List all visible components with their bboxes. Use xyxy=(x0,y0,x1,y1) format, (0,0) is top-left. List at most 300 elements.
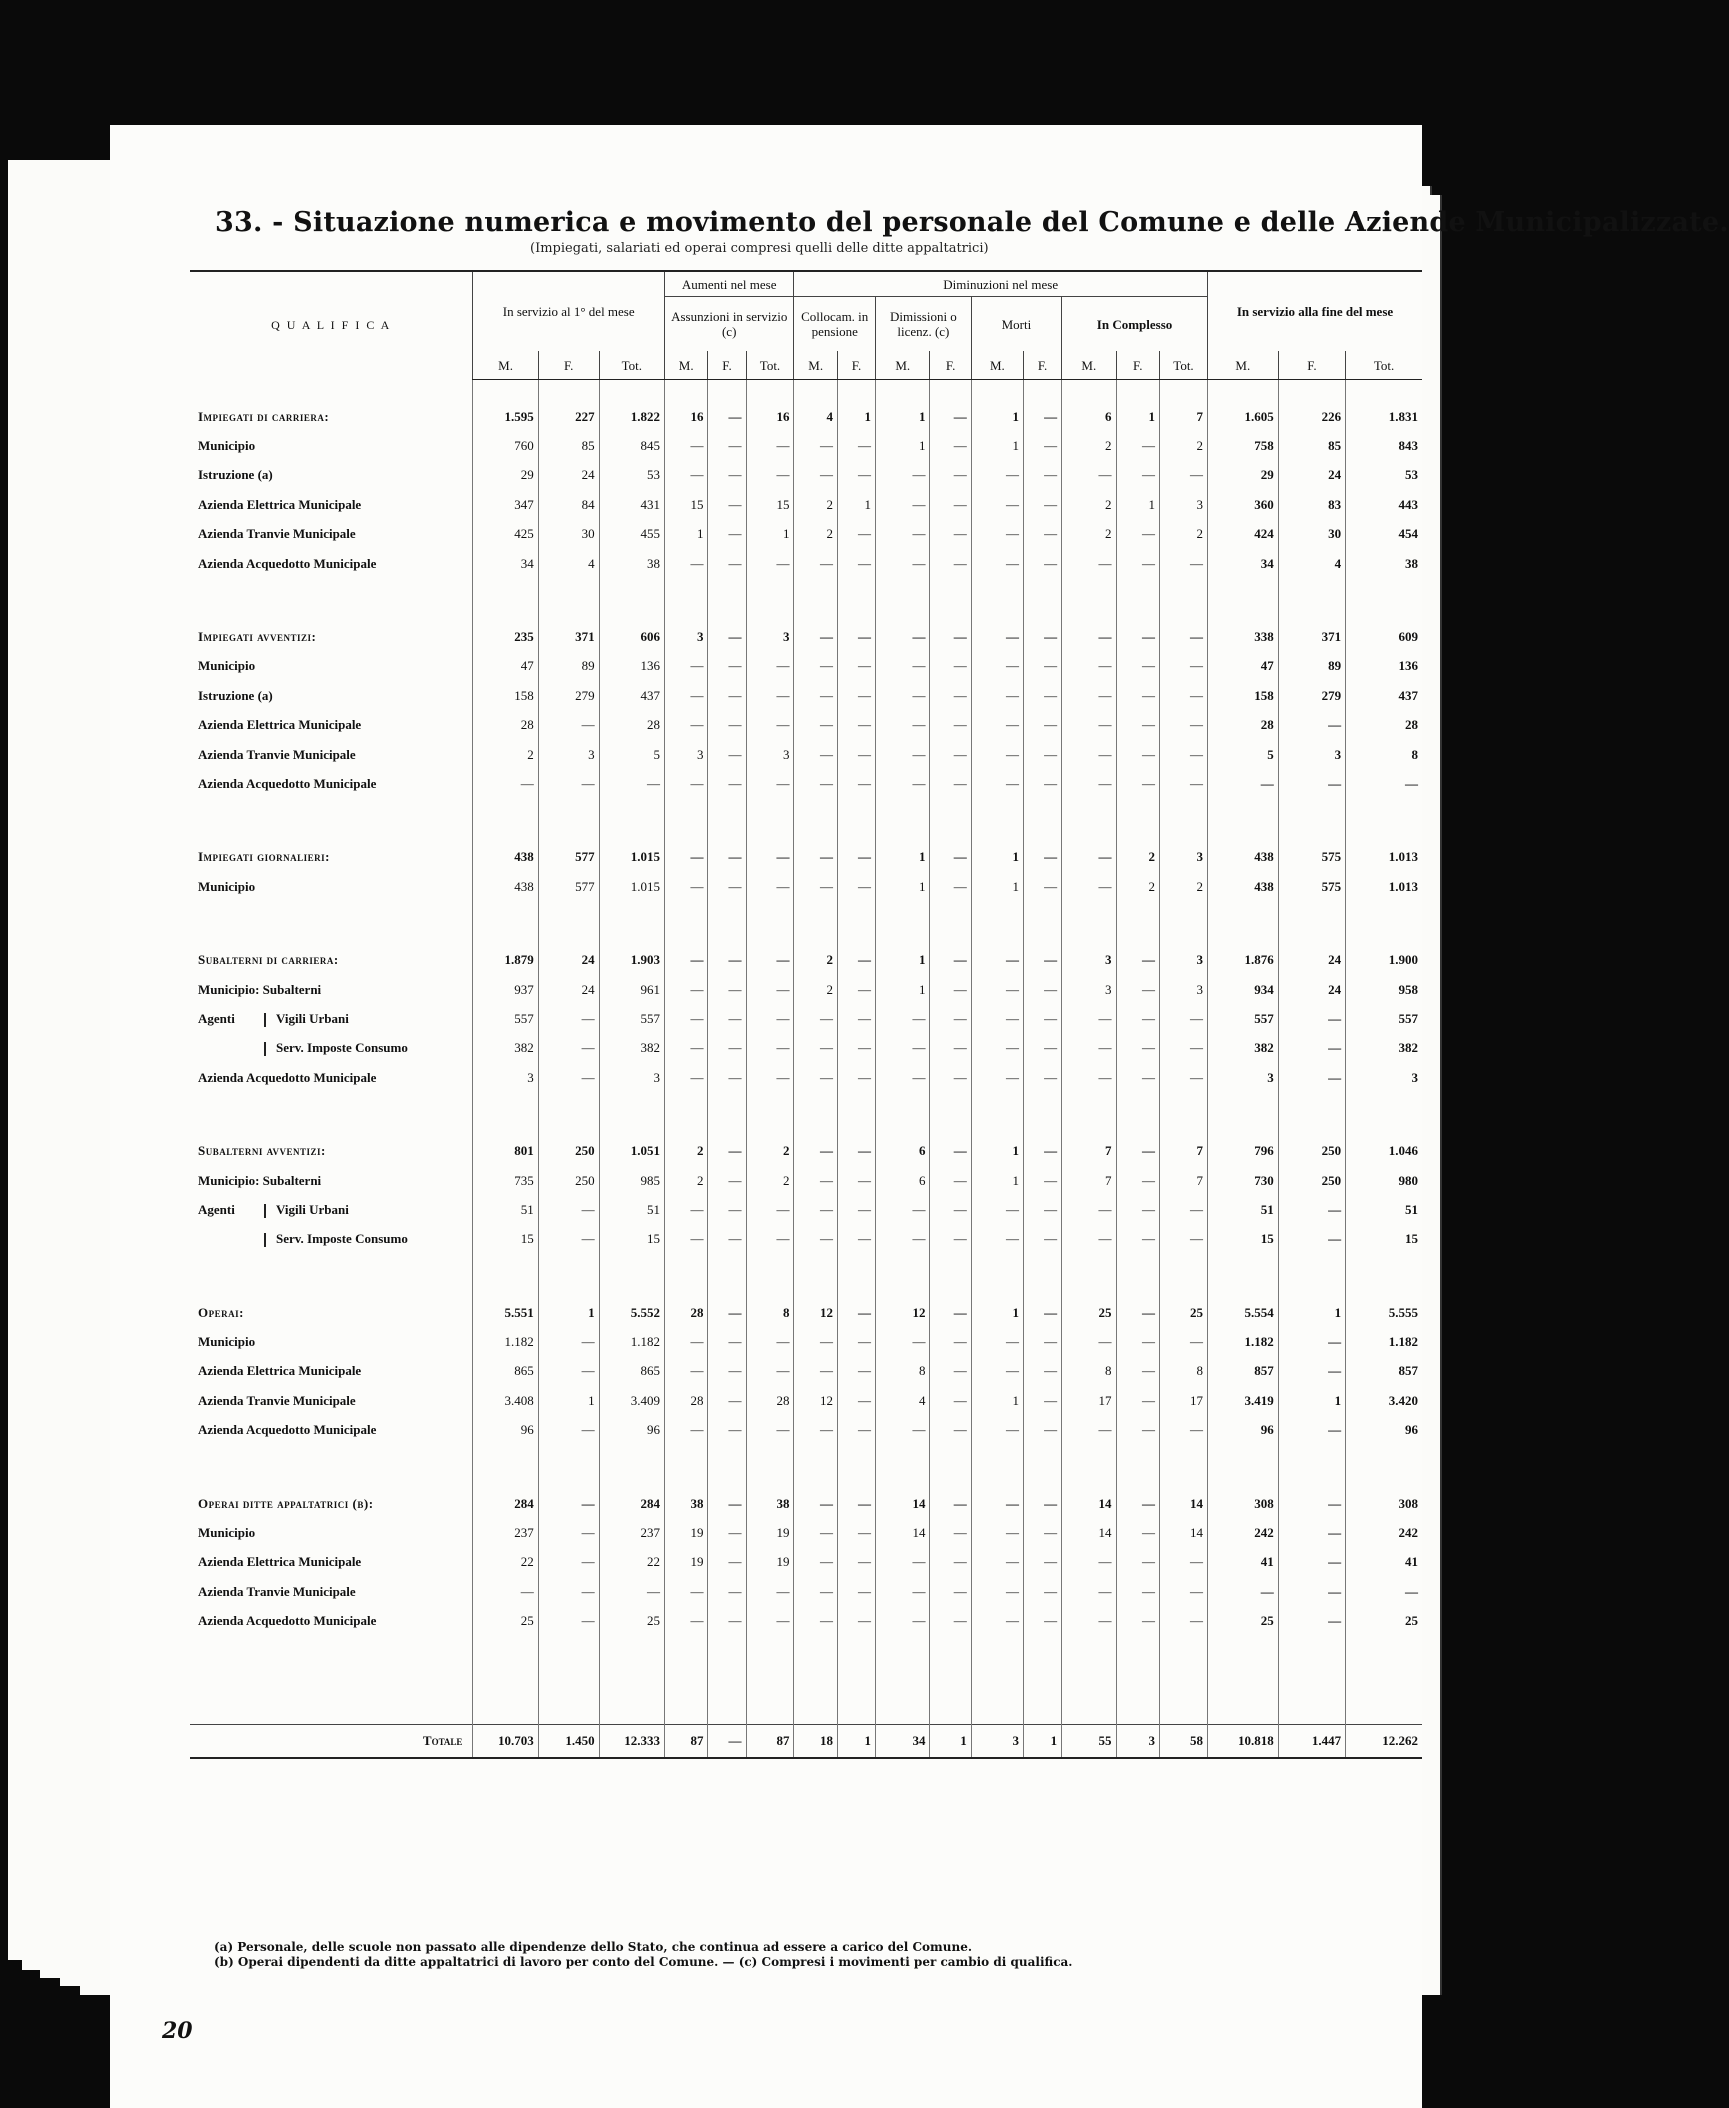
value-cell: — xyxy=(1024,1548,1062,1577)
value-cell: 1 xyxy=(876,975,930,1004)
value-cell: 22 xyxy=(599,1548,664,1577)
value-cell: — xyxy=(664,872,708,901)
value-cell: — xyxy=(708,622,746,651)
value-cell: — xyxy=(708,1518,746,1547)
spacer-cell xyxy=(1160,1445,1208,1489)
row-label: Azienda Tranvie Municipale xyxy=(198,1583,356,1599)
spacer-cell xyxy=(473,799,538,843)
value-cell: — xyxy=(1062,1004,1116,1033)
value-cell: 10.703 xyxy=(473,1724,538,1758)
value-cell: — xyxy=(746,681,794,710)
value-cell: — xyxy=(1116,520,1160,549)
spacer-cell xyxy=(1278,1254,1345,1298)
value-cell: 2 xyxy=(746,1136,794,1165)
value-cell: — xyxy=(930,1034,971,1063)
value-cell: 22 xyxy=(473,1548,538,1577)
value-cell: 28 xyxy=(1346,711,1422,740)
value-cell: — xyxy=(1062,1577,1116,1606)
value-cell: — xyxy=(794,1489,838,1518)
value-cell: — xyxy=(708,1724,746,1758)
spacer-cell xyxy=(971,1254,1023,1298)
value-cell: — xyxy=(746,1063,794,1092)
value-cell: — xyxy=(664,681,708,710)
value-cell: — xyxy=(664,945,708,974)
spacer-cell xyxy=(930,901,971,945)
table-row xyxy=(190,652,1422,681)
footnote-a: (a) Personale, delle scuole non passato alle dipendenze dello Stato, che continua ad essere a carico del Comune. xyxy=(214,1940,973,1954)
value-cell: 1 xyxy=(1278,1386,1345,1415)
value-cell: 980 xyxy=(1346,1166,1422,1195)
value-cell: 279 xyxy=(1278,681,1345,710)
value-cell: — xyxy=(708,1225,746,1254)
value-cell: — xyxy=(930,740,971,769)
value-cell: — xyxy=(794,549,838,578)
value-cell: — xyxy=(538,1195,599,1224)
value-cell: — xyxy=(708,549,746,578)
row-label: Azienda Acquedotto Municipale xyxy=(198,1613,377,1629)
value-cell: 24 xyxy=(538,975,599,1004)
value-cell: — xyxy=(708,490,746,519)
spacer-cell xyxy=(1160,578,1208,622)
value-cell: — xyxy=(1062,1195,1116,1224)
value-cell: — xyxy=(971,769,1023,798)
value-cell: — xyxy=(1116,711,1160,740)
value-cell: 758 xyxy=(1207,431,1278,460)
value-cell: 5.551 xyxy=(473,1298,538,1327)
value-cell: — xyxy=(1278,1327,1345,1356)
value-cell: 24 xyxy=(538,461,599,490)
row-label xyxy=(190,1195,473,1224)
value-cell: — xyxy=(876,711,930,740)
value-cell: — xyxy=(746,711,794,740)
value-cell: 6 xyxy=(1062,402,1116,431)
value-cell: 28 xyxy=(664,1386,708,1415)
value-cell: 4 xyxy=(794,402,838,431)
value-cell: 3 xyxy=(664,622,708,651)
value-cell: — xyxy=(664,1327,708,1356)
value-cell: 3 xyxy=(1207,1063,1278,1092)
value-cell: — xyxy=(930,1577,971,1606)
spacer-cell xyxy=(599,901,664,945)
value-cell: — xyxy=(971,622,1023,651)
value-cell: — xyxy=(1024,945,1062,974)
value-cell: 1 xyxy=(876,431,930,460)
value-cell: — xyxy=(746,1225,794,1254)
value-cell: — xyxy=(664,769,708,798)
value-cell: — xyxy=(1160,711,1208,740)
value-cell: 12 xyxy=(794,1386,838,1415)
value-cell: 3 xyxy=(1116,1724,1160,1758)
value-cell: — xyxy=(1024,843,1062,872)
table-row xyxy=(190,1327,1422,1356)
value-cell: 1 xyxy=(876,843,930,872)
spacer-cell xyxy=(1024,1680,1062,1725)
value-cell: — xyxy=(1116,1518,1160,1547)
spacer-cell xyxy=(1062,1254,1116,1298)
value-cell: — xyxy=(746,843,794,872)
value-cell: — xyxy=(1024,520,1062,549)
value-cell: 575 xyxy=(1278,843,1345,872)
value-cell: — xyxy=(971,1063,1023,1092)
value-cell: — xyxy=(794,1166,838,1195)
value-cell: 730 xyxy=(1207,1166,1278,1195)
value-cell: 6 xyxy=(876,1166,930,1195)
value-cell: — xyxy=(971,1416,1023,1445)
value-cell: 19 xyxy=(664,1548,708,1577)
value-cell: — xyxy=(971,1327,1023,1356)
value-cell: 1 xyxy=(930,1724,971,1758)
value-cell: — xyxy=(794,872,838,901)
spacer-cell xyxy=(1207,1636,1278,1680)
value-cell: 1.013 xyxy=(1346,872,1422,901)
value-cell: — xyxy=(971,740,1023,769)
value-cell: — xyxy=(746,1034,794,1063)
value-cell: — xyxy=(746,1357,794,1386)
spacer-cell xyxy=(473,1254,538,1298)
spacer-cell xyxy=(1160,1636,1208,1680)
value-cell: — xyxy=(837,1063,875,1092)
value-cell: 28 xyxy=(664,1298,708,1327)
row-label: Azienda Elettrica Municipale xyxy=(198,496,362,512)
spacer-cell xyxy=(1346,1254,1422,1298)
spacer-cell xyxy=(599,1636,664,1680)
value-cell: — xyxy=(794,1327,838,1356)
group-row xyxy=(190,402,1422,431)
value-cell: 985 xyxy=(599,1166,664,1195)
value-cell: 760 xyxy=(473,431,538,460)
value-cell: 424 xyxy=(1207,520,1278,549)
value-cell: 1.900 xyxy=(1346,945,1422,974)
value-cell: — xyxy=(837,740,875,769)
value-cell: — xyxy=(794,843,838,872)
value-cell: 250 xyxy=(1278,1136,1345,1165)
value-cell: — xyxy=(1278,1063,1345,1092)
value-cell: — xyxy=(971,945,1023,974)
subheader-m: M. xyxy=(664,351,708,380)
value-cell: — xyxy=(1024,490,1062,519)
value-cell: — xyxy=(1024,1136,1062,1165)
value-cell: 7 xyxy=(1062,1136,1116,1165)
value-cell: — xyxy=(538,1489,599,1518)
table-row xyxy=(190,681,1422,710)
value-cell: 237 xyxy=(599,1518,664,1547)
spacer-cell xyxy=(746,380,794,403)
spacer-cell xyxy=(876,901,930,945)
value-cell: — xyxy=(794,1136,838,1165)
value-cell: 1 xyxy=(971,1166,1023,1195)
spacer-cell xyxy=(708,1680,746,1725)
value-cell: 28 xyxy=(473,711,538,740)
value-cell: 2 xyxy=(1160,872,1208,901)
value-cell: 8 xyxy=(746,1298,794,1327)
value-cell: 1 xyxy=(1024,1724,1062,1758)
table-title: 33. - Situazione numerica e movimento del personale del Comune e delle Aziende Municipalizzate. xyxy=(215,207,1729,238)
value-cell: — xyxy=(837,1166,875,1195)
value-cell: 1 xyxy=(664,520,708,549)
value-cell: 557 xyxy=(1346,1004,1422,1033)
spacer-cell xyxy=(930,380,971,403)
value-cell: 7 xyxy=(1160,1136,1208,1165)
spacer-cell xyxy=(190,1680,473,1725)
value-cell: — xyxy=(837,945,875,974)
value-cell: 735 xyxy=(473,1166,538,1195)
spacer-cell xyxy=(599,1680,664,1725)
value-cell: — xyxy=(708,769,746,798)
value-cell: 3 xyxy=(599,1063,664,1092)
value-cell: — xyxy=(930,872,971,901)
row-label: Municipio: Subalterni xyxy=(198,981,322,997)
value-cell: 437 xyxy=(1346,681,1422,710)
value-cell: 19 xyxy=(746,1548,794,1577)
value-cell: 15 xyxy=(1207,1225,1278,1254)
value-cell: — xyxy=(794,769,838,798)
value-cell: — xyxy=(1024,1386,1062,1415)
spacer-cell xyxy=(746,901,794,945)
value-cell: — xyxy=(794,1357,838,1386)
brace-mark xyxy=(264,1204,276,1218)
value-cell: — xyxy=(876,490,930,519)
spacer-cell xyxy=(1346,1636,1422,1680)
value-cell: 438 xyxy=(473,872,538,901)
value-cell: — xyxy=(1024,1225,1062,1254)
value-cell: — xyxy=(930,1004,971,1033)
value-cell: — xyxy=(708,1577,746,1606)
value-cell: 87 xyxy=(746,1724,794,1758)
personnel-table xyxy=(190,270,1422,1759)
value-cell: 2 xyxy=(1116,843,1160,872)
value-cell: 34 xyxy=(876,1724,930,1758)
value-cell: — xyxy=(1278,711,1345,740)
spacer-cell xyxy=(1207,901,1278,945)
value-cell: 577 xyxy=(538,843,599,872)
value-cell: — xyxy=(794,711,838,740)
spacer-cell xyxy=(664,578,708,622)
value-cell: 284 xyxy=(473,1489,538,1518)
value-cell: 136 xyxy=(599,652,664,681)
value-cell: 3 xyxy=(664,740,708,769)
group-row xyxy=(190,1489,1422,1518)
row-label: Municipio: Subalterni xyxy=(198,1172,322,1188)
value-cell: — xyxy=(708,1607,746,1636)
spacer-cell xyxy=(1278,1092,1345,1136)
table-row xyxy=(190,1607,1422,1636)
value-cell: 3 xyxy=(1160,843,1208,872)
value-cell: 308 xyxy=(1346,1489,1422,1518)
value-cell: 38 xyxy=(664,1489,708,1518)
spacer-cell xyxy=(1207,1092,1278,1136)
value-cell: 1 xyxy=(538,1298,599,1327)
spacer-cell xyxy=(1278,380,1345,403)
value-cell: — xyxy=(930,1327,971,1356)
value-cell: 557 xyxy=(473,1004,538,1033)
subheader-f: F. xyxy=(708,351,746,380)
value-cell: 958 xyxy=(1346,975,1422,1004)
value-cell: 557 xyxy=(599,1004,664,1033)
agenti-label: Agenti xyxy=(198,1201,235,1217)
value-cell: 1 xyxy=(971,1298,1023,1327)
spacer-cell xyxy=(971,901,1023,945)
value-cell: — xyxy=(1346,769,1422,798)
value-cell: 14 xyxy=(876,1489,930,1518)
value-cell: — xyxy=(837,872,875,901)
value-cell: — xyxy=(930,769,971,798)
header-aumenti: Aumenti nel mese xyxy=(664,271,793,297)
value-cell: — xyxy=(1278,1607,1345,1636)
value-cell: — xyxy=(971,711,1023,740)
subheader-m: M. xyxy=(876,351,930,380)
value-cell: 83 xyxy=(1278,490,1345,519)
table-row xyxy=(190,1225,1422,1254)
subheader-f: F. xyxy=(1024,351,1062,380)
value-cell: 136 xyxy=(1346,652,1422,681)
value-cell: — xyxy=(837,1386,875,1415)
spacer-cell xyxy=(599,578,664,622)
value-cell: — xyxy=(664,431,708,460)
row-label: Azienda Acquedotto Municipale xyxy=(198,1069,377,1085)
value-cell: 934 xyxy=(1207,975,1278,1004)
spacer-cell xyxy=(1278,1680,1345,1725)
value-cell: 28 xyxy=(1207,711,1278,740)
spacer-cell xyxy=(794,1680,838,1725)
spacer-cell xyxy=(1278,901,1345,945)
spacer-cell xyxy=(190,1254,473,1298)
value-cell: 24 xyxy=(538,945,599,974)
value-cell: 284 xyxy=(599,1489,664,1518)
spacer-cell xyxy=(1207,1254,1278,1298)
value-cell: — xyxy=(1116,461,1160,490)
value-cell: 237 xyxy=(473,1518,538,1547)
spacer-cell xyxy=(664,799,708,843)
value-cell: — xyxy=(708,1136,746,1165)
value-cell: 38 xyxy=(1346,549,1422,578)
value-cell: 865 xyxy=(473,1357,538,1386)
value-cell: — xyxy=(746,769,794,798)
value-cell: 3 xyxy=(1062,975,1116,1004)
value-cell: — xyxy=(664,843,708,872)
value-cell: — xyxy=(876,1225,930,1254)
spacer-cell xyxy=(190,799,473,843)
value-cell: 25 xyxy=(473,1607,538,1636)
value-cell: 1 xyxy=(1116,490,1160,519)
spacer-cell xyxy=(876,380,930,403)
value-cell: — xyxy=(837,843,875,872)
value-cell: — xyxy=(1116,1327,1160,1356)
value-cell: — xyxy=(1116,1225,1160,1254)
value-cell: 1 xyxy=(837,490,875,519)
value-cell: — xyxy=(794,1416,838,1445)
value-cell: — xyxy=(930,431,971,460)
value-cell: 158 xyxy=(1207,681,1278,710)
spacer-cell xyxy=(599,1092,664,1136)
spacer-cell xyxy=(1116,901,1160,945)
value-cell: — xyxy=(930,1607,971,1636)
subheader-tot: Tot. xyxy=(746,351,794,380)
value-cell: 89 xyxy=(1278,652,1345,681)
value-cell: — xyxy=(930,945,971,974)
value-cell: 796 xyxy=(1207,1136,1278,1165)
value-cell: 51 xyxy=(599,1195,664,1224)
value-cell: 1.822 xyxy=(599,402,664,431)
value-cell: 443 xyxy=(1346,490,1422,519)
group-row xyxy=(190,945,1422,974)
value-cell: — xyxy=(1346,1577,1422,1606)
row-label: Azienda Tranvie Municipale xyxy=(198,526,356,542)
spacer-cell xyxy=(1062,1445,1116,1489)
value-cell: — xyxy=(971,1548,1023,1577)
value-cell: — xyxy=(1116,1298,1160,1327)
table-subtitle: (Impiegati, salariati ed operai compresi quelli delle ditte appaltatrici) xyxy=(530,241,989,256)
spacer-row xyxy=(190,578,1422,622)
value-cell: 28 xyxy=(746,1386,794,1415)
value-cell: — xyxy=(1160,740,1208,769)
value-cell: 7 xyxy=(1160,1166,1208,1195)
value-cell: 937 xyxy=(473,975,538,1004)
value-cell: 3 xyxy=(473,1063,538,1092)
value-cell: 53 xyxy=(599,461,664,490)
value-cell: 3 xyxy=(1160,490,1208,519)
value-cell: — xyxy=(708,1327,746,1356)
value-cell: — xyxy=(664,652,708,681)
value-cell: — xyxy=(930,843,971,872)
value-cell: 235 xyxy=(473,622,538,651)
spacer-cell xyxy=(930,799,971,843)
spacer-cell xyxy=(708,1092,746,1136)
subheader-f: F. xyxy=(837,351,875,380)
spacer-cell xyxy=(1062,901,1116,945)
spacer-cell xyxy=(1062,380,1116,403)
value-cell: — xyxy=(708,1063,746,1092)
value-cell: — xyxy=(971,1518,1023,1547)
page-number: 20 xyxy=(162,2018,193,2044)
value-cell: — xyxy=(708,431,746,460)
row-label: Impiegati avventizi: xyxy=(198,629,317,645)
value-cell: — xyxy=(971,1577,1023,1606)
row-label: Subalterni avventizi: xyxy=(198,1143,326,1159)
value-cell: 53 xyxy=(1346,461,1422,490)
value-cell: — xyxy=(930,1063,971,1092)
spacer-cell xyxy=(664,901,708,945)
footnote-b: (b) Operai dipendenti da ditte appaltatrici di lavoro per conto del Comune. — (c) Compresi i movimenti per cambio di qualifica. xyxy=(214,1955,1073,1969)
value-cell: — xyxy=(473,769,538,798)
value-cell: — xyxy=(930,1489,971,1518)
value-cell: — xyxy=(746,1607,794,1636)
spacer-cell xyxy=(1160,1254,1208,1298)
value-cell: — xyxy=(1160,1034,1208,1063)
spacer-cell xyxy=(190,1092,473,1136)
spacer-cell xyxy=(1116,1636,1160,1680)
value-cell: — xyxy=(746,1416,794,1445)
value-cell: — xyxy=(876,622,930,651)
value-cell: 1.182 xyxy=(473,1327,538,1356)
row-label: Azienda Elettrica Municipale xyxy=(198,1363,362,1379)
spacer-cell xyxy=(190,578,473,622)
value-cell: 2 xyxy=(1160,520,1208,549)
value-cell: 3 xyxy=(1346,1063,1422,1092)
value-cell: 8 xyxy=(876,1357,930,1386)
value-cell: — xyxy=(1160,622,1208,651)
value-cell: 51 xyxy=(1346,1195,1422,1224)
spacer-cell xyxy=(746,799,794,843)
table-row xyxy=(190,1004,1422,1033)
value-cell: — xyxy=(538,711,599,740)
value-cell: — xyxy=(794,1607,838,1636)
value-cell: — xyxy=(708,843,746,872)
value-cell: — xyxy=(837,1489,875,1518)
group-row xyxy=(190,1298,1422,1327)
spacer-cell xyxy=(1278,1636,1345,1680)
value-cell: 2 xyxy=(1062,520,1116,549)
value-cell: — xyxy=(1062,872,1116,901)
